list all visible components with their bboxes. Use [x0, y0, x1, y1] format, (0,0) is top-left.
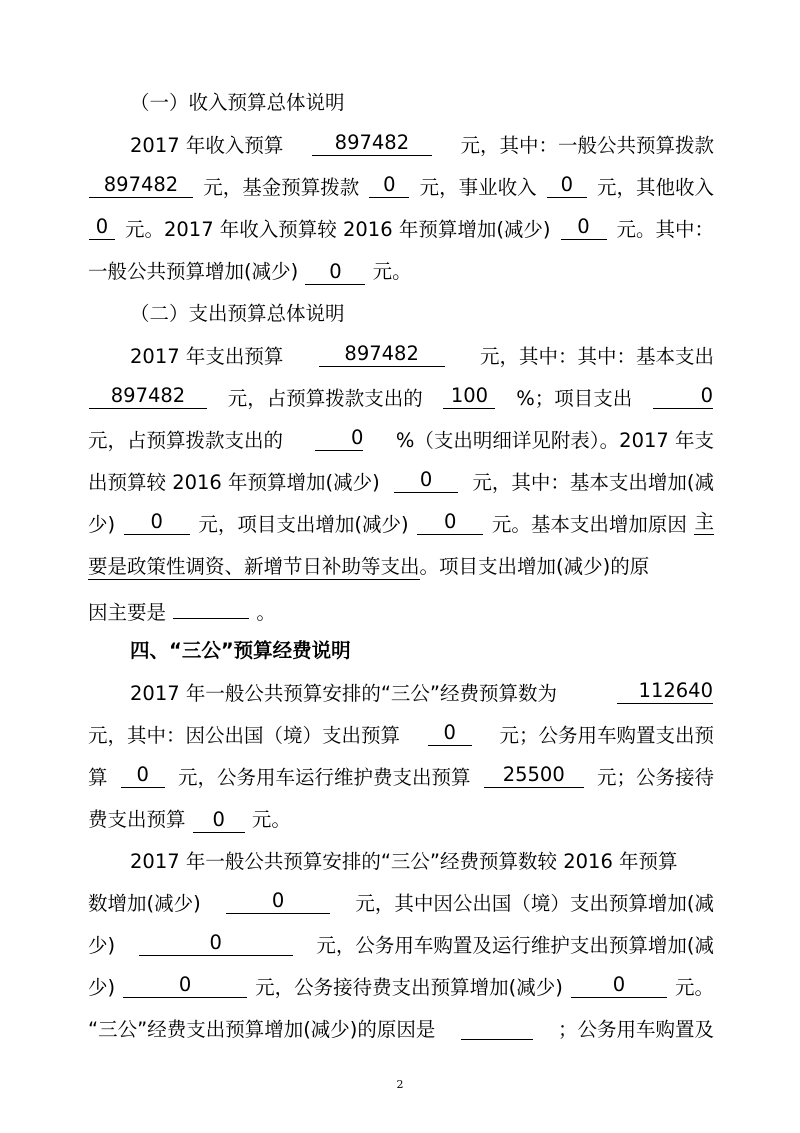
- paragraph-line: 数增加(减少) 0 元，其中因公出国（境）支出预算增加(减: [88, 889, 714, 915]
- underlined-text: 主: [694, 510, 714, 533]
- filled-blank: 0: [561, 215, 607, 240]
- empty-blank: [173, 594, 249, 619]
- filled-blank: 112640: [617, 679, 713, 704]
- paragraph-line: 出预算较 2016 年预算增加(减少) 0 元，其中：基本支出增加(减: [88, 468, 714, 494]
- paragraph-line: 元，其中：因公出国（境）支出预算 0 元；公务用车购置支出预: [88, 721, 714, 747]
- paragraph-line: 897482 元，占预算拨款支出的 100 %；项目支出 0: [88, 384, 714, 414]
- section-heading-three-public: 四、“三公”预算经费说明: [130, 639, 351, 662]
- paragraph-line: “三公”经费支出预算增加(减少)的原因是 ；公务用车购置及: [88, 1015, 714, 1045]
- filled-blank: 0: [417, 510, 483, 535]
- paragraph-line: 2017 年收入预算 897482 元，其中：一般公共预算拨款: [130, 131, 714, 157]
- filled-blank: 0: [547, 173, 587, 198]
- paragraph-line: 0 元。2017 年收入预算较 2016 年预算增加(减少) 0 元。其中：: [88, 215, 714, 245]
- filled-blank: 100: [443, 384, 495, 409]
- empty-blank: [461, 1015, 533, 1040]
- paragraph-line: 元，占预算拨款支出的 0 %（支出明细详见附表）。2017 年支: [88, 426, 714, 452]
- paragraph-line: 算 0 元，公务用车运行维护费支出预算 25500 元；公务接待: [88, 763, 714, 789]
- paragraph-line: 少) 0 元，公务用车购置及运行维护支出预算增加(减: [88, 931, 714, 957]
- paragraph-line: 要是政策性调资、新增节日补助等支出。项目支出增加(减少)的原: [88, 555, 650, 578]
- paragraph-line: 897482 元，基金预算拨款 0 元，事业收入 0 元，其他收入: [88, 173, 714, 203]
- filled-blank: 0: [315, 426, 363, 451]
- paragraph-line: 少) 0 元，项目支出增加(减少) 0 元。基本支出增加原因 主: [88, 510, 714, 536]
- paragraph-line: 因主要是 。: [88, 594, 714, 624]
- filled-blank: 0: [139, 931, 293, 956]
- section-heading-income: （一）收入预算总体说明: [130, 91, 345, 114]
- filled-blank: 0: [428, 721, 472, 746]
- paragraph-line: 2017 年一般公共预算安排的“三公”经费预算数为 112640: [130, 679, 713, 705]
- filled-blank: 0: [369, 173, 409, 198]
- filled-blank: 0: [653, 384, 713, 409]
- filled-blank: 897482: [89, 384, 207, 409]
- filled-blank: 897482: [312, 131, 432, 156]
- filled-blank: 0: [305, 260, 365, 285]
- filled-blank: 0: [123, 973, 247, 998]
- filled-blank: 0: [193, 808, 245, 833]
- paragraph-line: 少) 0 元，公务接待费支出预算增加(减少) 0 元。: [88, 973, 714, 999]
- filled-blank: 0: [226, 889, 330, 914]
- underlined-text: 要是政策性调资、新增节日补助等支出: [88, 555, 420, 578]
- paragraph-line: 费支出预算 0 元。: [88, 808, 291, 831]
- paragraph-line: 一般公共预算增加(减少) 0 元。: [88, 260, 412, 283]
- filled-blank: 25500: [484, 763, 584, 788]
- filled-blank: 0: [89, 215, 115, 240]
- section-heading-expenditure: （二）支出预算总体说明: [130, 302, 345, 325]
- paragraph-line: 2017 年一般公共预算安排的“三公”经费预算数较 2016 年预算: [130, 850, 678, 873]
- filled-blank: 0: [124, 510, 190, 535]
- filled-blank: 0: [121, 763, 165, 788]
- page-number: 2: [396, 1078, 404, 1091]
- paragraph-line: 2017 年支出预算 897482 元，其中：其中：基本支出: [130, 342, 714, 368]
- filled-blank: 0: [571, 973, 667, 998]
- filled-blank: 897482: [89, 173, 193, 198]
- filled-blank: 897482: [319, 342, 445, 367]
- filled-blank: 0: [394, 468, 458, 493]
